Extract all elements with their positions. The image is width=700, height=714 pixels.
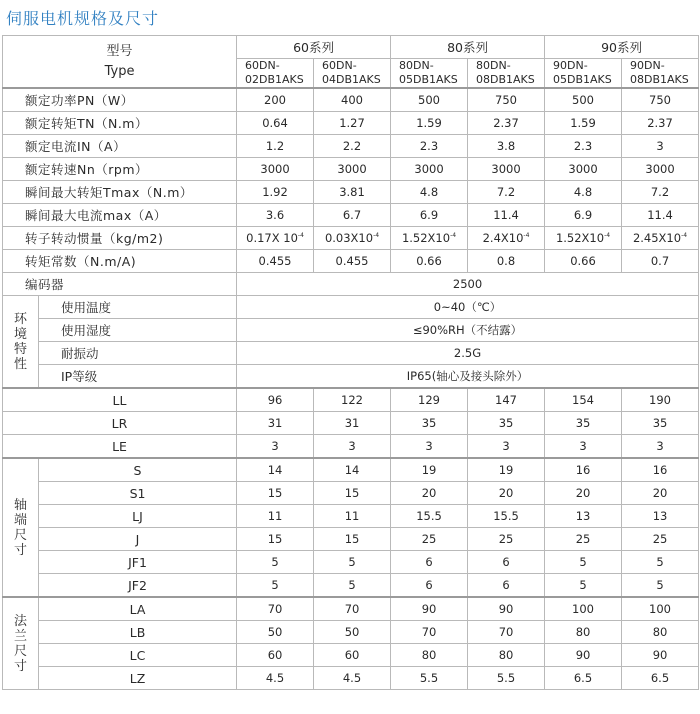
type-header-cell <box>3 36 237 89</box>
spec-label: 瞬间最大电流max（A） <box>3 204 237 227</box>
spec-value: 0.455 <box>314 250 391 273</box>
model-header-cell <box>314 59 391 89</box>
dim-value: 80 <box>545 621 622 644</box>
spec-value: 6.9 <box>391 204 468 227</box>
spec-value <box>237 227 314 250</box>
spec-value: 2.3 <box>391 135 468 158</box>
inertia-exponent: -4 <box>681 232 688 239</box>
series-80-header: 80系列 <box>391 36 545 59</box>
type-header-en: Type <box>104 63 135 79</box>
spec-value: 3 <box>622 135 699 158</box>
dim-value: 80 <box>622 621 699 644</box>
dim-value: 80 <box>391 644 468 667</box>
inertia-exponent: -4 <box>373 232 380 239</box>
shaft-row <box>3 505 699 528</box>
model-name-line: 08DB1AKS <box>476 73 535 86</box>
spec-value: 3.8 <box>468 135 545 158</box>
dim-value: 70 <box>391 621 468 644</box>
dim-value: 6 <box>391 574 468 598</box>
spec-row <box>3 250 699 273</box>
spec-value: 2.3 <box>545 135 622 158</box>
spec-value: 750 <box>622 88 699 112</box>
spec-label: 转矩常数（N.m/A) <box>3 250 237 273</box>
spec-value: 0.66 <box>545 250 622 273</box>
model-header-cell <box>468 59 545 89</box>
dim-value: 5 <box>545 574 622 598</box>
inertia-exponent: -4 <box>604 232 611 239</box>
dim-value: 15 <box>314 528 391 551</box>
spec-value <box>622 227 699 250</box>
dim-value: 60 <box>314 644 391 667</box>
inertia-base: 0.17X 10 <box>246 231 298 245</box>
group-char: 环 <box>13 311 27 327</box>
spec-value: 400 <box>314 88 391 112</box>
spec-value: 0.455 <box>237 250 314 273</box>
dim-row <box>3 435 699 459</box>
spec-value: 3.81 <box>314 181 391 204</box>
dim-label: LR <box>3 412 237 435</box>
group-char: 性 <box>13 356 27 372</box>
dim-value: 3 <box>391 435 468 459</box>
env-value: 2.5G <box>237 342 699 365</box>
env-label: IP等级 <box>39 365 237 389</box>
spec-value: 7.2 <box>622 181 699 204</box>
spec-label: 额定转矩TN（N.m） <box>3 112 237 135</box>
inertia-base: 0.03X10 <box>324 231 374 245</box>
dim-value: 31 <box>314 412 391 435</box>
shaft-row <box>3 458 699 482</box>
dim-value: 5 <box>237 574 314 598</box>
dim-value: 15 <box>237 482 314 505</box>
model-name-line: 90DN- <box>553 59 588 72</box>
spec-value: 3000 <box>622 158 699 181</box>
group-char: 轴 <box>13 497 27 513</box>
inertia-exponent: -4 <box>450 232 457 239</box>
dim-value: 5 <box>545 551 622 574</box>
spec-value: 500 <box>391 88 468 112</box>
dim-value: 35 <box>545 412 622 435</box>
spec-row <box>3 204 699 227</box>
spec-value: 750 <box>468 88 545 112</box>
dim-label: S1 <box>39 482 237 505</box>
group-char: 兰 <box>13 628 27 644</box>
series-60-header: 60系列 <box>237 36 391 59</box>
dim-value: 50 <box>314 621 391 644</box>
spec-value: 2.37 <box>622 112 699 135</box>
model-name-line: 80DN- <box>399 59 434 72</box>
dim-label: JF1 <box>39 551 237 574</box>
header-row-series <box>3 36 699 59</box>
model-name-line: 80DN- <box>476 59 511 72</box>
spec-value: 3000 <box>237 158 314 181</box>
dim-row <box>3 388 699 412</box>
shaft-row <box>3 528 699 551</box>
model-name-line: 05DB1AKS <box>553 73 612 86</box>
dim-value: 25 <box>468 528 545 551</box>
model-name-line: 04DB1AKS <box>322 73 381 86</box>
env-row <box>3 319 699 342</box>
spec-value: 1.59 <box>391 112 468 135</box>
dim-value: 6 <box>468 551 545 574</box>
spec-value: 6.7 <box>314 204 391 227</box>
model-name-line: 02DB1AKS <box>245 73 304 86</box>
spec-value: 500 <box>545 88 622 112</box>
dim-value: 15 <box>237 528 314 551</box>
dim-value: 100 <box>622 597 699 621</box>
spec-value <box>468 227 545 250</box>
flange-row <box>3 667 699 690</box>
dim-value: 3 <box>237 435 314 459</box>
dim-value: 25 <box>622 528 699 551</box>
env-label: 使用湿度 <box>39 319 237 342</box>
dim-value: 5 <box>314 551 391 574</box>
spec-value: 0.64 <box>237 112 314 135</box>
dim-value: 70 <box>468 621 545 644</box>
spec-table <box>2 35 699 690</box>
spec-row <box>3 181 699 204</box>
spec-value: 2.2 <box>314 135 391 158</box>
spec-label: 额定电流IN（A） <box>3 135 237 158</box>
dim-value: 15.5 <box>468 505 545 528</box>
dim-value: 11 <box>237 505 314 528</box>
dim-value: 100 <box>545 597 622 621</box>
dim-value: 5.5 <box>391 667 468 690</box>
spec-value: 1.92 <box>237 181 314 204</box>
inertia-base: 1.52X10 <box>401 231 451 245</box>
dim-value: 70 <box>314 597 391 621</box>
inertia-exponent: -4 <box>523 232 530 239</box>
dim-label: LZ <box>39 667 237 690</box>
dim-value: 14 <box>314 458 391 482</box>
dim-value: 3 <box>545 435 622 459</box>
model-name-line: 60DN- <box>322 59 357 72</box>
dim-value: 50 <box>237 621 314 644</box>
spec-value: 3000 <box>391 158 468 181</box>
model-name-line: 90DN- <box>630 59 665 72</box>
spec-value: 0.8 <box>468 250 545 273</box>
dim-value: 5 <box>237 551 314 574</box>
spec-value: 3000 <box>468 158 545 181</box>
group-char: 尺 <box>13 527 27 543</box>
spec-value: 6.9 <box>545 204 622 227</box>
group-char: 寸 <box>13 542 27 558</box>
dim-value: 20 <box>545 482 622 505</box>
dim-value: 16 <box>545 458 622 482</box>
dim-label: J <box>39 528 237 551</box>
spec-label: 额定转速Nn（rpm） <box>3 158 237 181</box>
type-header-cn: 型号 <box>106 43 133 59</box>
dim-value: 5 <box>314 574 391 598</box>
dim-value: 154 <box>545 388 622 412</box>
model-name-line: 05DB1AKS <box>399 73 458 86</box>
flange-group-label <box>3 597 39 690</box>
dim-value: 96 <box>237 388 314 412</box>
spec-value: 200 <box>237 88 314 112</box>
group-char: 法 <box>13 613 27 629</box>
group-char: 寸 <box>13 658 27 674</box>
env-row <box>3 296 699 319</box>
dim-value: 15.5 <box>391 505 468 528</box>
dim-value: 20 <box>391 482 468 505</box>
dim-value: 80 <box>468 644 545 667</box>
spec-row-inertia <box>3 227 699 250</box>
inertia-base: 2.45X10 <box>632 231 682 245</box>
dim-value: 6 <box>468 574 545 598</box>
spec-row <box>3 158 699 181</box>
env-group-label <box>3 296 39 389</box>
dim-label: LL <box>3 388 237 412</box>
dim-value: 90 <box>391 597 468 621</box>
spec-row <box>3 88 699 112</box>
spec-value: 1.27 <box>314 112 391 135</box>
dim-value: 16 <box>622 458 699 482</box>
shaft-row <box>3 574 699 598</box>
group-char: 尺 <box>13 643 27 659</box>
dim-value: 25 <box>545 528 622 551</box>
dim-label: LA <box>39 597 237 621</box>
model-header-cell <box>237 59 314 89</box>
dim-label: LJ <box>39 505 237 528</box>
dim-value: 147 <box>468 388 545 412</box>
spec-value: 4.8 <box>545 181 622 204</box>
spec-value <box>314 227 391 250</box>
env-value: 0~40（℃） <box>237 296 699 319</box>
spec-value <box>545 227 622 250</box>
env-label: 使用温度 <box>39 296 237 319</box>
dim-value: 13 <box>545 505 622 528</box>
shaft-group-label <box>3 458 39 597</box>
dim-value: 122 <box>314 388 391 412</box>
dim-value: 35 <box>622 412 699 435</box>
dim-value: 3 <box>468 435 545 459</box>
dim-value: 35 <box>391 412 468 435</box>
spec-value: 2500 <box>237 273 699 296</box>
flange-row <box>3 621 699 644</box>
spec-value: 7.2 <box>468 181 545 204</box>
dim-value: 90 <box>545 644 622 667</box>
inertia-exponent: -4 <box>297 232 304 239</box>
dim-value: 13 <box>622 505 699 528</box>
dim-value: 35 <box>468 412 545 435</box>
dim-value: 6.5 <box>545 667 622 690</box>
page-title: 伺服电机规格及尺寸 <box>6 9 160 28</box>
spec-row-encoder <box>3 273 699 296</box>
dim-value: 90 <box>468 597 545 621</box>
group-char: 特 <box>13 341 27 357</box>
dim-label: LE <box>3 435 237 459</box>
shaft-row <box>3 551 699 574</box>
dim-value: 60 <box>237 644 314 667</box>
spec-value: 0.66 <box>391 250 468 273</box>
dim-value: 20 <box>468 482 545 505</box>
spec-label: 瞬间最大转矩Tmax（N.m） <box>3 181 237 204</box>
dim-row <box>3 412 699 435</box>
dim-value: 6.5 <box>622 667 699 690</box>
dim-value: 3 <box>314 435 391 459</box>
dim-value: 5.5 <box>468 667 545 690</box>
model-header-cell <box>391 59 468 89</box>
dim-value: 4.5 <box>237 667 314 690</box>
spec-label: 额定功率PN（W） <box>3 88 237 112</box>
dim-label: S <box>39 458 237 482</box>
dim-value: 70 <box>237 597 314 621</box>
dim-value: 19 <box>468 458 545 482</box>
spec-label: 编码器 <box>3 273 237 296</box>
flange-row <box>3 597 699 621</box>
dim-value: 14 <box>237 458 314 482</box>
dim-value: 19 <box>391 458 468 482</box>
env-row <box>3 342 699 365</box>
dim-value: 5 <box>622 574 699 598</box>
dim-label: LB <box>39 621 237 644</box>
env-row <box>3 365 699 389</box>
model-header-cell <box>622 59 699 89</box>
dim-label: LC <box>39 644 237 667</box>
spec-label: 转子转动惯量（kg/m2) <box>3 227 237 250</box>
dim-value: 90 <box>622 644 699 667</box>
spec-value: 3.6 <box>237 204 314 227</box>
dim-value: 6 <box>391 551 468 574</box>
spec-value: 4.8 <box>391 181 468 204</box>
group-char: 端 <box>13 512 27 528</box>
spec-value: 1.2 <box>237 135 314 158</box>
spec-value: 2.37 <box>468 112 545 135</box>
shaft-row <box>3 482 699 505</box>
dim-value: 31 <box>237 412 314 435</box>
env-label: 耐振动 <box>39 342 237 365</box>
spec-value <box>391 227 468 250</box>
spec-value: 3000 <box>314 158 391 181</box>
series-90-header: 90系列 <box>545 36 699 59</box>
spec-value: 11.4 <box>468 204 545 227</box>
dim-label: JF2 <box>39 574 237 598</box>
spec-value: 11.4 <box>622 204 699 227</box>
spec-row <box>3 135 699 158</box>
env-value: ≤90%RH（不结露） <box>237 319 699 342</box>
dim-value: 4.5 <box>314 667 391 690</box>
group-char: 境 <box>13 326 27 342</box>
model-header-cell <box>545 59 622 89</box>
model-name-line: 08DB1AKS <box>630 73 689 86</box>
dim-value: 5 <box>622 551 699 574</box>
dim-value: 11 <box>314 505 391 528</box>
spec-value: 3000 <box>545 158 622 181</box>
spec-row <box>3 112 699 135</box>
spec-value: 1.59 <box>545 112 622 135</box>
dim-value: 3 <box>622 435 699 459</box>
inertia-base: 1.52X10 <box>555 231 605 245</box>
dim-value: 25 <box>391 528 468 551</box>
dim-value: 15 <box>314 482 391 505</box>
spec-value: 0.7 <box>622 250 699 273</box>
env-value: IP65(轴心及接头除外） <box>237 365 699 389</box>
inertia-base: 2.4X10 <box>482 231 524 245</box>
dim-value: 20 <box>622 482 699 505</box>
dim-value: 129 <box>391 388 468 412</box>
flange-row <box>3 644 699 667</box>
model-name-line: 60DN- <box>245 59 280 72</box>
dim-value: 190 <box>622 388 699 412</box>
